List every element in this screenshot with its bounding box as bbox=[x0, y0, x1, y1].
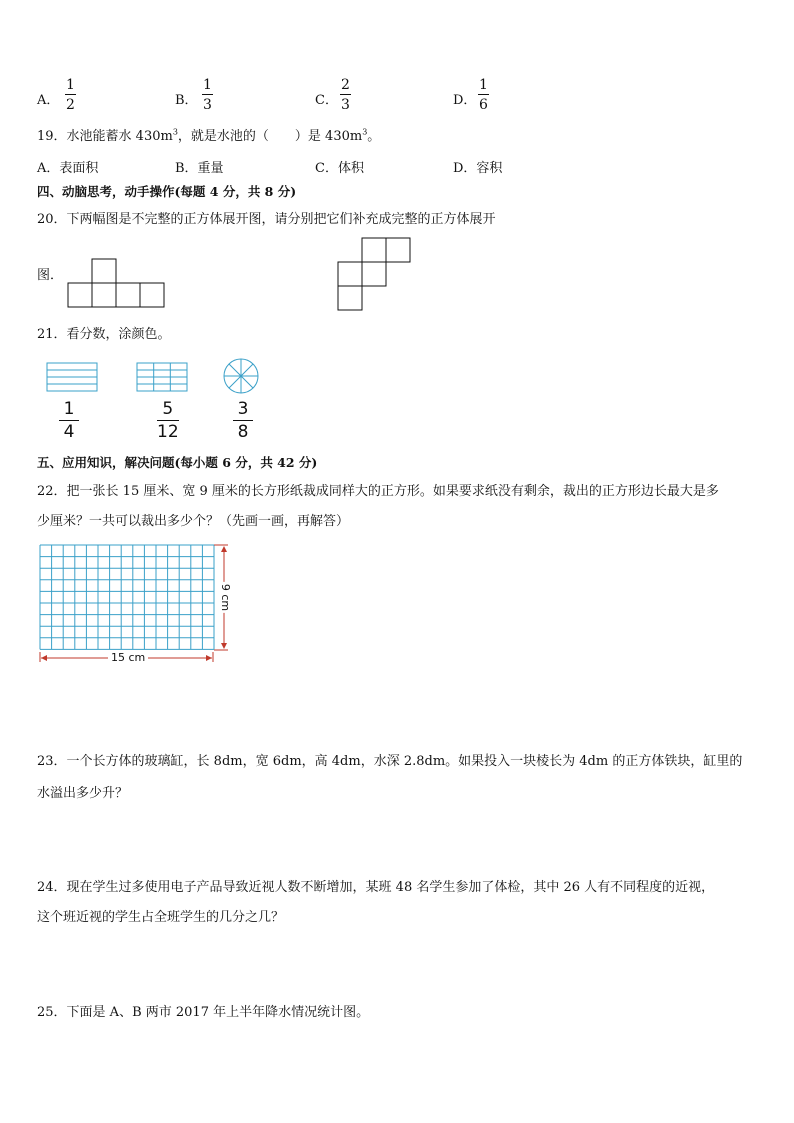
q19-option-a: A．表面积 bbox=[37, 161, 99, 176]
option-c-fraction: 2 3 bbox=[341, 77, 350, 113]
q19-option-d: D．容积 bbox=[453, 161, 503, 176]
q23-line2: 水溢出多少升？ bbox=[37, 786, 129, 801]
q20-line1: 20．下两幅图是不完整的正方体展开图，请分别把它们补充成完整的正方体展开 bbox=[37, 212, 496, 227]
q24-line1: 24．现在学生过多使用电子产品导致近视人数不断增加，某班 48 名学生参加了体检，其中 26 人有不同程度的近视， bbox=[37, 880, 715, 895]
q25-question: 25．下面是 A、B 两市 2017 年上半年降水情况统计图。 bbox=[37, 1005, 370, 1020]
grid-lines bbox=[40, 545, 214, 649]
q22-line1: 22．把一张长 15 厘米、宽 9 厘米的长方形纸裁成同样大的正方形。如果要求纸没有剩余，裁出的正方形边长最大是多 bbox=[37, 484, 719, 499]
q23-line1: 23．一个长方体的玻璃缸，长 8dm，宽 6dm，高 4dm，水深 2.8dm。如果投入一块棱长为 4dm 的正方体铁块，缸里的 bbox=[37, 754, 743, 769]
fraction-one-quarter: 1 4 bbox=[59, 401, 79, 441]
option-d-fraction: 1 6 bbox=[479, 77, 488, 113]
q21-question: 21．看分数，涂颜色。 bbox=[37, 327, 171, 342]
q19-option-b: B．重量 bbox=[175, 161, 224, 176]
q19-question: 19．水池能蓄水 $430m^3$，就是水池的（ ）是 $430m^3$。 bbox=[37, 127, 381, 144]
q20-line2: 图． bbox=[37, 268, 64, 283]
section-5-heading: 五、应用知识，解决问题(每小题 6 分，共 42 分) bbox=[37, 455, 318, 470]
option-c-label: C． bbox=[315, 93, 338, 108]
q19-option-c: C．体积 bbox=[315, 161, 364, 176]
option-b-fraction: 1 3 bbox=[203, 77, 212, 113]
width-label: 15 cm bbox=[108, 651, 148, 664]
fraction-three-eighths: 3 8 bbox=[233, 401, 253, 441]
q24-line2: 这个班近视的学生占全班学生的几分之几？ bbox=[37, 910, 285, 925]
option-d-label: D． bbox=[453, 93, 477, 108]
fraction-five-twelfths: 5 12 bbox=[157, 399, 179, 442]
option-b-label: B． bbox=[175, 93, 198, 108]
option-a-label: A． bbox=[37, 93, 60, 108]
option-a-fraction: 1 2 bbox=[66, 77, 75, 113]
height-label: 9 cm bbox=[219, 583, 233, 612]
q22-line2: 少厘米？一共可以裁出多少个？（先画一画，再解答） bbox=[37, 514, 350, 529]
section-4-heading: 四、动脑思考，动手操作(每题 4 分，共 8 分) bbox=[37, 184, 297, 199]
